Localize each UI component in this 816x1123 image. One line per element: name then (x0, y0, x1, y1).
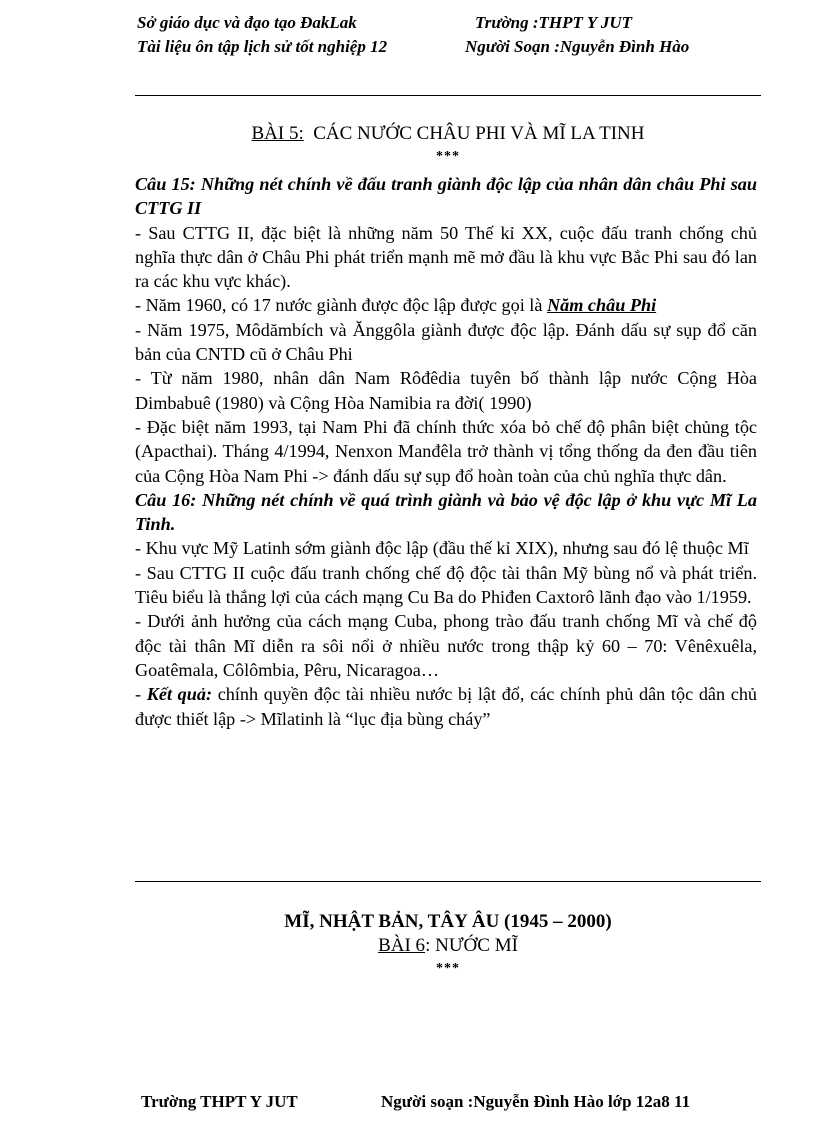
footer-author: Người soạn :Nguyễn Đình Hào lớp 12a8 11 (381, 1092, 691, 1111)
lesson6-heading (135, 935, 761, 957)
footer (141, 1092, 690, 1112)
q15-paragraph-4: - Từ năm 1980, nhân dân Nam Rôđêdia tuyên bố thành lập nước Cộng Hòa Dimbabuê (1980) và Cộng Hòa Namibia ra đời( 1990) (135, 368, 757, 413)
header-line-1 (137, 13, 632, 33)
section-divider (135, 881, 761, 882)
q16-paragraph-1: - Khu vực Mỹ Latinh sớm giành độc lập (đầu thế kỉ XIX), nhưng sau đó lệ thuộc Mĩ (135, 538, 749, 559)
q16-paragraph-2: - Sau CTTG II cuộc đấu tranh chống chế độ độc tài thân Mỹ bùng nổ và phát triển. Tiêu biểu là thắng lợi của cách mạng Cu Ba do Phiđen Caxtorô lãnh đạo vào 1/1959. (135, 562, 757, 608)
q16-p4-text: chính quyền độc tài nhiều nước bị lật đổ, các chính phủ dân tộc dân chủ được thiết lập -> Mĩlatinh là “lục địa bùng cháy” (135, 684, 758, 729)
header-school: Trường :THPT Y JUT (475, 13, 633, 32)
question-16-title: Câu 16: Những nét chính về quá trình giành và bảo vệ độc lập ở khu vực Mĩ La Tinh. (135, 489, 757, 535)
lesson5-heading (135, 123, 761, 145)
lesson6-stars: *** (436, 961, 460, 976)
header-divider (135, 95, 761, 96)
lesson5-label: BÀI 5: (251, 123, 304, 144)
lesson5-body (135, 172, 757, 731)
lesson5-stars: *** (436, 149, 460, 164)
footer-school: Trường THPT Y JUT (141, 1092, 298, 1111)
q15-paragraph-2 (135, 293, 757, 317)
header-line-2 (137, 37, 689, 57)
header-doc: Tài liệu ôn tập lịch sử tốt nghiệp 12 (137, 37, 388, 56)
q15-p2-text: - Năm 1960, có 17 nước giành được độc lập được gọi là (135, 295, 547, 316)
q16-paragraph-3: - Dưới ảnh hưởng của cách mạng Cuba, phong trào đấu tranh chống Mĩ và chế độ độc tài thân Mĩ diễn ra sôi nổi ở nhiều nước trong thập kỷ 60 – 70: Vênêxuêla, Goatêmala, Côlômbia, Pêru, Nicaragoa… (135, 611, 757, 680)
header-author: Người Soạn :Nguyễn Đình Hào (465, 37, 690, 56)
lesson6-title: : NƯỚC MĨ (425, 935, 518, 956)
q15-paragraph-5: - Đặc biệt năm 1993, tại Nam Phi đã chính thức xóa bỏ chế độ phân biệt chủng tộc (Apacthai). Tháng 4/1994, Nenxon Manđêla trở thành vị tổng thống da đen đầu tiên của Cộng Hòa Nam Phi -> đánh dấu sự sụp đổ hoàn toàn của chủ nghĩa thực dân. (135, 416, 757, 486)
q15-paragraph-3: - Năm 1975, Môdămbích và Ănggôla giành được độc lập. Đánh dấu sự sụp đổ căn bản của CNTD cũ ở Châu Phi (135, 319, 757, 365)
lesson6-label: BÀI 6 (378, 935, 426, 956)
q16-paragraph-4 (135, 682, 757, 731)
q15-p2-emphasis: Năm châu Phi (546, 295, 657, 316)
q16-p4-label: Kết quả: (146, 684, 213, 705)
q15-paragraph-1: - Sau CTTG II, đặc biệt là những năm 50 Thế kỉ XX, cuộc đấu tranh chống chủ nghĩa thực dân ở Châu Phi phát triển mạnh mẽ mở đầu là khu vực Bắc Phi sau đó lan ra các khu vực khác). (135, 222, 757, 292)
header-dept: Sở giáo dục và đạo tạo ĐakLak (137, 13, 357, 32)
question-15-title: Câu 15: Những nét chính về đấu tranh giành độc lập của nhân dân châu Phi sau CTTG II (135, 174, 757, 219)
section-title: MĨ, NHẬT BẢN, TÂY ÂU (1945 – 2000) (284, 911, 612, 932)
q16-p4-lead: - (135, 684, 147, 705)
lesson5-title: CÁC NƯỚC CHÂU PHI VÀ MĨ LA TINH (313, 123, 645, 144)
